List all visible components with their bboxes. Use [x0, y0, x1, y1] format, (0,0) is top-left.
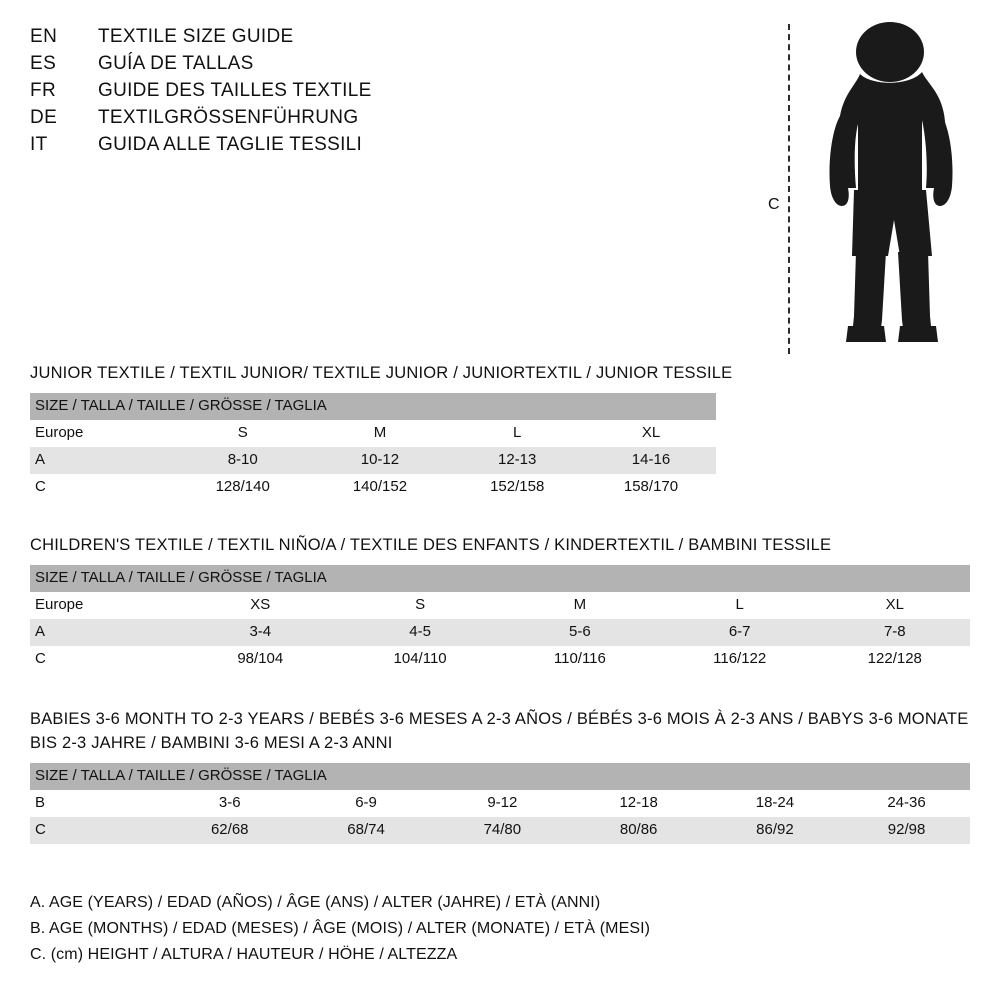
cell: 98/104 [180, 646, 340, 673]
cell: XL [820, 592, 970, 619]
cell: 10-12 [311, 447, 448, 474]
cell: 12-13 [449, 447, 586, 474]
row-label: B [30, 790, 162, 817]
cell: M [311, 420, 448, 447]
table-band-header [30, 763, 970, 790]
section-childrens-textile [30, 534, 970, 673]
cell: 3-6 [162, 790, 298, 817]
cell: 12-18 [570, 790, 706, 817]
table-row [30, 790, 970, 817]
cell: 74/80 [434, 817, 570, 844]
cell: 6-9 [298, 790, 434, 817]
cell: 3-4 [180, 619, 340, 646]
language-title: TEXTILGRÖSSENFÜHRUNG [98, 107, 359, 128]
table-row [30, 592, 970, 619]
footnote: A. AGE (YEARS) / EDAD (AÑOS) / ÂGE (ANS) / ALTER (JAHRE) / ETÀ (ANNI) [30, 894, 601, 911]
cell: 140/152 [311, 474, 448, 501]
language-row [30, 80, 460, 102]
cell: 6-7 [660, 619, 820, 646]
cell: 110/116 [500, 646, 660, 673]
table-band-header [30, 393, 716, 420]
footnote: B. AGE (MONTHS) / EDAD (MESES) / ÂGE (MOIS) / ALTER (MONATE) / ETÀ (MESI) [30, 919, 651, 937]
cell: 116/122 [660, 646, 820, 673]
cell: 86/92 [707, 817, 843, 844]
table-row [30, 420, 716, 447]
language-title: TEXTILE SIZE GUIDE [98, 26, 294, 47]
language-code: EN [30, 26, 58, 47]
cell: L [449, 420, 586, 447]
language-code: FR [30, 80, 57, 101]
language-code: DE [30, 107, 58, 128]
height-dimension-label: C [768, 196, 780, 213]
footnote: C. (cm) HEIGHT / ALTURA / HAUTEUR / HÖHE / ALTEZZA [30, 945, 458, 963]
height-measurement-figure [760, 14, 980, 354]
cell: XL [586, 420, 716, 447]
row-label: A [30, 619, 180, 646]
language-row [30, 134, 460, 156]
cell: 68/74 [298, 817, 434, 844]
language-row [30, 107, 460, 129]
band-header-text: SIZE / TALLA / TAILLE / GRÖSSE / TAGLIA [30, 763, 970, 790]
cell: 18-24 [707, 790, 843, 817]
table-row [30, 619, 970, 646]
cell: 7-8 [820, 619, 970, 646]
table-band-header [30, 565, 970, 592]
language-title: GUIDA ALLE TAGLIE TESSILI [98, 134, 363, 155]
language-title: GUIDE DES TAILLES TEXTILE [98, 80, 372, 101]
cell: S [174, 420, 311, 447]
row-label: C [30, 817, 162, 844]
section-babies-textile [30, 708, 970, 844]
cell: 158/170 [586, 474, 716, 501]
table-row [30, 447, 716, 474]
size-table-babies [30, 763, 970, 844]
row-label: A [30, 447, 174, 474]
band-header-text: SIZE / TALLA / TAILLE / GRÖSSE / TAGLIA [30, 565, 970, 592]
language-row [30, 26, 460, 48]
cell: S [340, 592, 500, 619]
cell: 4-5 [340, 619, 500, 646]
section-title: CHILDREN'S TEXTILE / TEXTIL NIÑO/A / TEXTILE DES ENFANTS / KINDERTEXTIL / BAMBINI TESSILE [30, 536, 832, 554]
cell: 14-16 [586, 447, 716, 474]
language-title: GUÍA DE TALLAS [98, 53, 254, 74]
row-label: C [30, 646, 180, 673]
cell: 80/86 [570, 817, 706, 844]
band-header-text: SIZE / TALLA / TAILLE / GRÖSSE / TAGLIA [30, 393, 716, 420]
table-row [30, 474, 716, 501]
cell: M [500, 592, 660, 619]
cell: 8-10 [174, 447, 311, 474]
cell: 128/140 [174, 474, 311, 501]
legend-footnotes [30, 890, 830, 968]
language-code: ES [30, 53, 57, 74]
cell: 104/110 [340, 646, 500, 673]
section-title: JUNIOR TEXTILE / TEXTIL JUNIOR/ TEXTILE JUNIOR / JUNIORTEXTIL / JUNIOR TESSILE [30, 364, 733, 382]
table-row [30, 646, 970, 673]
size-table-children [30, 565, 970, 673]
cell: 9-12 [434, 790, 570, 817]
cell: XS [180, 592, 340, 619]
cell: 62/68 [162, 817, 298, 844]
cell: 122/128 [820, 646, 970, 673]
cell: 5-6 [500, 619, 660, 646]
language-title-block [30, 26, 460, 161]
language-row [30, 53, 460, 75]
row-label: C [30, 474, 174, 501]
table-row [30, 817, 970, 844]
section-junior-textile [30, 362, 970, 501]
cell: 24-36 [843, 790, 970, 817]
cell: L [660, 592, 820, 619]
height-dimension-line [788, 24, 790, 354]
child-silhouette-icon [800, 20, 980, 360]
cell: 152/158 [449, 474, 586, 501]
row-label: Europe [30, 420, 174, 447]
cell: 92/98 [843, 817, 970, 844]
row-label: Europe [30, 592, 180, 619]
section-title: BABIES 3-6 MONTH TO 2-3 YEARS / BEBÉS 3-6 MESES A 2-3 AÑOS / BÉBÉS 3-6 MOIS À 2-3 ANS / BABYS 3-6 MONATE BIS 2-3 JAHRE / BAMBINI 3-6 MESI A 2-3 ANNI [30, 710, 969, 752]
size-table-junior [30, 393, 716, 501]
language-code: IT [30, 134, 48, 155]
